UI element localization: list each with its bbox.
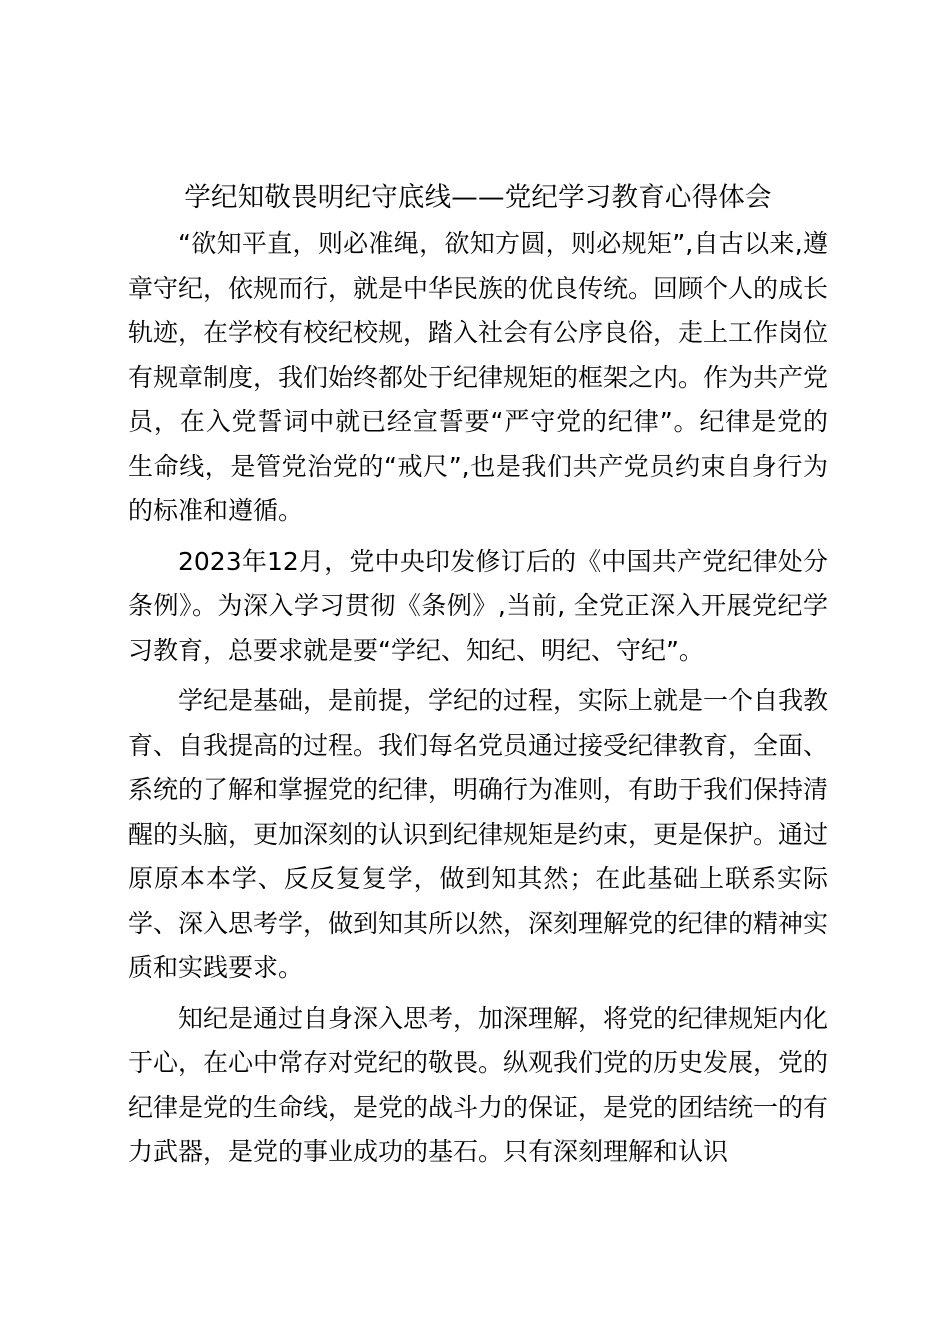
paragraph-1: “欲知平直，则必准绳，欲知方圆，则必规矩”,自古以来,遵章守纪，依规而行，就是中华民族的优良传统。回顾个人的成长轨迹，在学校有校纪校规，踏入社会有公序良俗，走上工作岗位有规章制度，我们始终都处于纪律规矩的框架之内。作为共产党员，在入党誓词中就已经宣誓要“严守党的纪律”。纪律是党的生命线，是管党治党的“戒尺”,也是我们共产党员约束自身行为的标准和遵循。: [128, 229, 829, 525]
paragraph-4: 知纪是通过自身深入思考，加深理解，将党的纪律规矩内化于心，在心中常存对党纪的敬畏。纵观我们党的历史发展，党的纪律是党的生命线，是党的战斗力的保证，是党的团结统一的有力武器，是党的事业成功的基石。只有深刻理解和认识: [128, 1003, 829, 1166]
paragraph-3: 学纪是基础，是前提，学纪的过程，实际上就是一个自我教育、自我提高的过程。我们每名党员通过接受纪律教育，全面、系统的了解和掌握党的纪律，明确行为准则，有助于我们保持清醒的头脑，更加深刻的认识到纪律规矩是约束，更是保护。通过原原本本学、反反复复学，做到知其然；在此基础上联系实际学、深入思考学，做到知其所以然，深刻理解党的纪律的精神实质和实践要求。: [128, 686, 829, 982]
document-body: [128, 222, 828, 1181]
document-title: 学纪知敬畏明纪守底线——党纪学习教育心得体会: [184, 182, 772, 213]
paragraph-2: 2023年12月，党中央印发修订后的《中国共产党纪律处分条例》。为深入学习贯彻《条例》,当前, 全党正深入开展党纪学习教育，总要求就是要“学纪、知纪、明纪、守纪”。: [128, 546, 828, 665]
